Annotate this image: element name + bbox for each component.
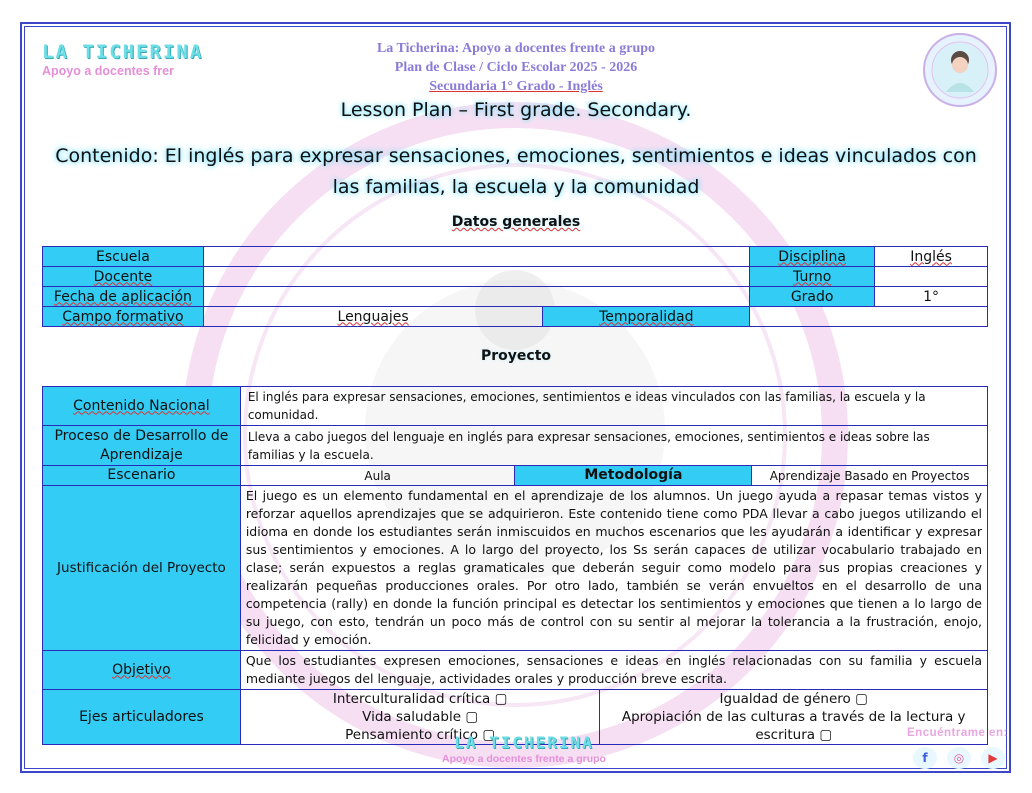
docente-label: Docente	[43, 267, 204, 287]
justificacion-label: Justificación del Proyecto	[43, 486, 241, 651]
justificacion-value[interactable]: El juego es un elemento fundamental en el aprendizaje de los alumnos. Un juego ayuda a repasar temas vistos y reforzar aquellos aprendizajes que se adquirieron. Este contenido tiene como PDA llevar a cabo juegos utilizando el idioma en donde los estudiantes serán inmiscuidos en muchos escenarios que les ayudarán a identificar y expresar sus sentimientos y emociones. A lo largo del proyecto, los Ss serán capaces de utilizar vocabulario trabajado en clase; serán expuestos a reglas gramaticales que deberán seguir como modelo para sus propias creaciones y realizarán pequeñas producciones orales. Por otro lado, también se verán envueltos en el desarrollo de una competencia (rally) en donde la función principal es detectar los sentimientos y emociones que tienen a lo largo de su juego, con esto, tendrán un poco más de control con su sentir al mejorar la tolerancia a la frustración, enojo, felicidad y emoción.	[240, 486, 987, 651]
table-row	[43, 486, 988, 651]
escenario-label: Escenario	[43, 466, 241, 486]
docente-field[interactable]	[203, 267, 749, 287]
temporalidad-label: Temporalidad	[543, 307, 750, 327]
campo-formativo-label: Campo formativo	[43, 307, 204, 327]
eje-interculturalidad[interactable]: Interculturalidad crítica ▢	[332, 691, 508, 707]
header-line-3: Secundaria 1° Grado - Inglés	[429, 79, 603, 94]
eje-igualdad-genero[interactable]: Igualdad de género ▢	[719, 691, 868, 707]
turno-field[interactable]	[875, 267, 988, 287]
table-row	[43, 307, 988, 327]
eje-apropiacion-culturas[interactable]: Apropiación de las culturas a través de la lectura y	[621, 709, 966, 725]
table-row	[43, 466, 988, 486]
disciplina-value[interactable]: Inglés	[875, 247, 988, 267]
brand-subtitle: Apoyo a docentes frer	[42, 64, 174, 78]
eje-apropiacion-culturas-cont[interactable]: escritura ▢	[755, 727, 833, 743]
table-row	[43, 267, 988, 287]
escuela-label: Escuela	[43, 247, 204, 267]
document-header	[250, 39, 782, 96]
contenido-title: Contenido: El inglés para expresar sensaciones, emociones, sentimientos e ideas vinculados con las familias, la escuela y la comunidad	[55, 145, 977, 198]
table-row	[43, 651, 988, 690]
pda-label: Proceso de Desarrollo de Aprendizaje	[43, 426, 241, 466]
escenario-value[interactable]: Aula	[240, 466, 515, 486]
campo-formativo-value[interactable]: Lenguajes	[203, 307, 543, 327]
datos-generales-title	[0, 214, 1032, 230]
objetivo-label: Objetivo	[43, 651, 241, 690]
datos-generales-title-text: Datos generales	[451, 214, 581, 230]
table-row	[43, 287, 988, 307]
header-line-2: Plan de Clase / Ciclo Escolar 2025 - 2026	[394, 60, 638, 75]
objetivo-value[interactable]: Que los estudiantes expresen emociones, sensaciones e ideas en inglés relacionadas con su familia y escuela mediante juegos del lenguaje, actividades orales y producción breve escrita.	[240, 651, 987, 690]
brand-title: LA TICHERINA	[42, 41, 204, 63]
fecha-field[interactable]	[203, 287, 749, 307]
eje-vida-saludable[interactable]: Vida saludable ▢	[362, 709, 479, 725]
proyecto-table	[42, 386, 988, 745]
social-label: Encuéntrame en:	[907, 727, 1008, 739]
temporalidad-field[interactable]	[750, 307, 988, 327]
youtube-icon[interactable]: ▶	[981, 747, 1005, 769]
fecha-label: Fecha de aplicación	[43, 287, 204, 307]
contenido-nacional-value[interactable]: El inglés para expresar sensaciones, emociones, sentimientos e ideas vinculados con las familias, la escuela y la comunidad.	[240, 387, 987, 426]
pda-value[interactable]: Lleva a cabo juegos del lenguaje en inglés para expresar sensaciones, emociones, sentimientos e ideas sobre las familias y la escuela.	[240, 426, 987, 466]
lesson-title: Lesson Plan – First grade. Secondary.	[340, 99, 692, 121]
eje-pensamiento-critico[interactable]: Pensamiento crítico ▢	[345, 727, 496, 743]
datos-generales-table	[42, 246, 988, 327]
contenido-nacional-label: Contenido Nacional	[43, 387, 241, 426]
social-icons	[913, 747, 1008, 769]
header-line-1: La Ticherina: Apoyo a docentes frente a grupo	[376, 41, 656, 56]
grado-value[interactable]: 1°	[875, 287, 988, 307]
ejes-label: Ejes articuladores	[43, 690, 241, 745]
grado-label: Grado	[750, 287, 875, 307]
metodologia-value[interactable]: Aprendizaje Basado en Proyectos	[752, 466, 988, 486]
table-row	[43, 387, 988, 426]
proyecto-title: Proyecto	[480, 348, 551, 364]
table-row	[43, 426, 988, 466]
disciplina-label: Disciplina	[750, 247, 875, 267]
table-row	[43, 247, 988, 267]
footer-brand-title: LA TICHERINA	[454, 733, 594, 752]
avatar-seal	[922, 32, 998, 108]
social-links	[907, 727, 1008, 769]
metodologia-label: Metodología	[515, 466, 752, 486]
instagram-icon[interactable]: ◎	[947, 747, 971, 769]
brand-logo	[42, 41, 203, 78]
escuela-field[interactable]	[203, 247, 749, 267]
turno-label: Turno	[750, 267, 875, 287]
footer-brand-logo	[442, 733, 606, 765]
facebook-icon[interactable]: f	[913, 747, 937, 769]
footer-brand-subtitle: Apoyo a docentes frente a grupo	[442, 753, 606, 765]
